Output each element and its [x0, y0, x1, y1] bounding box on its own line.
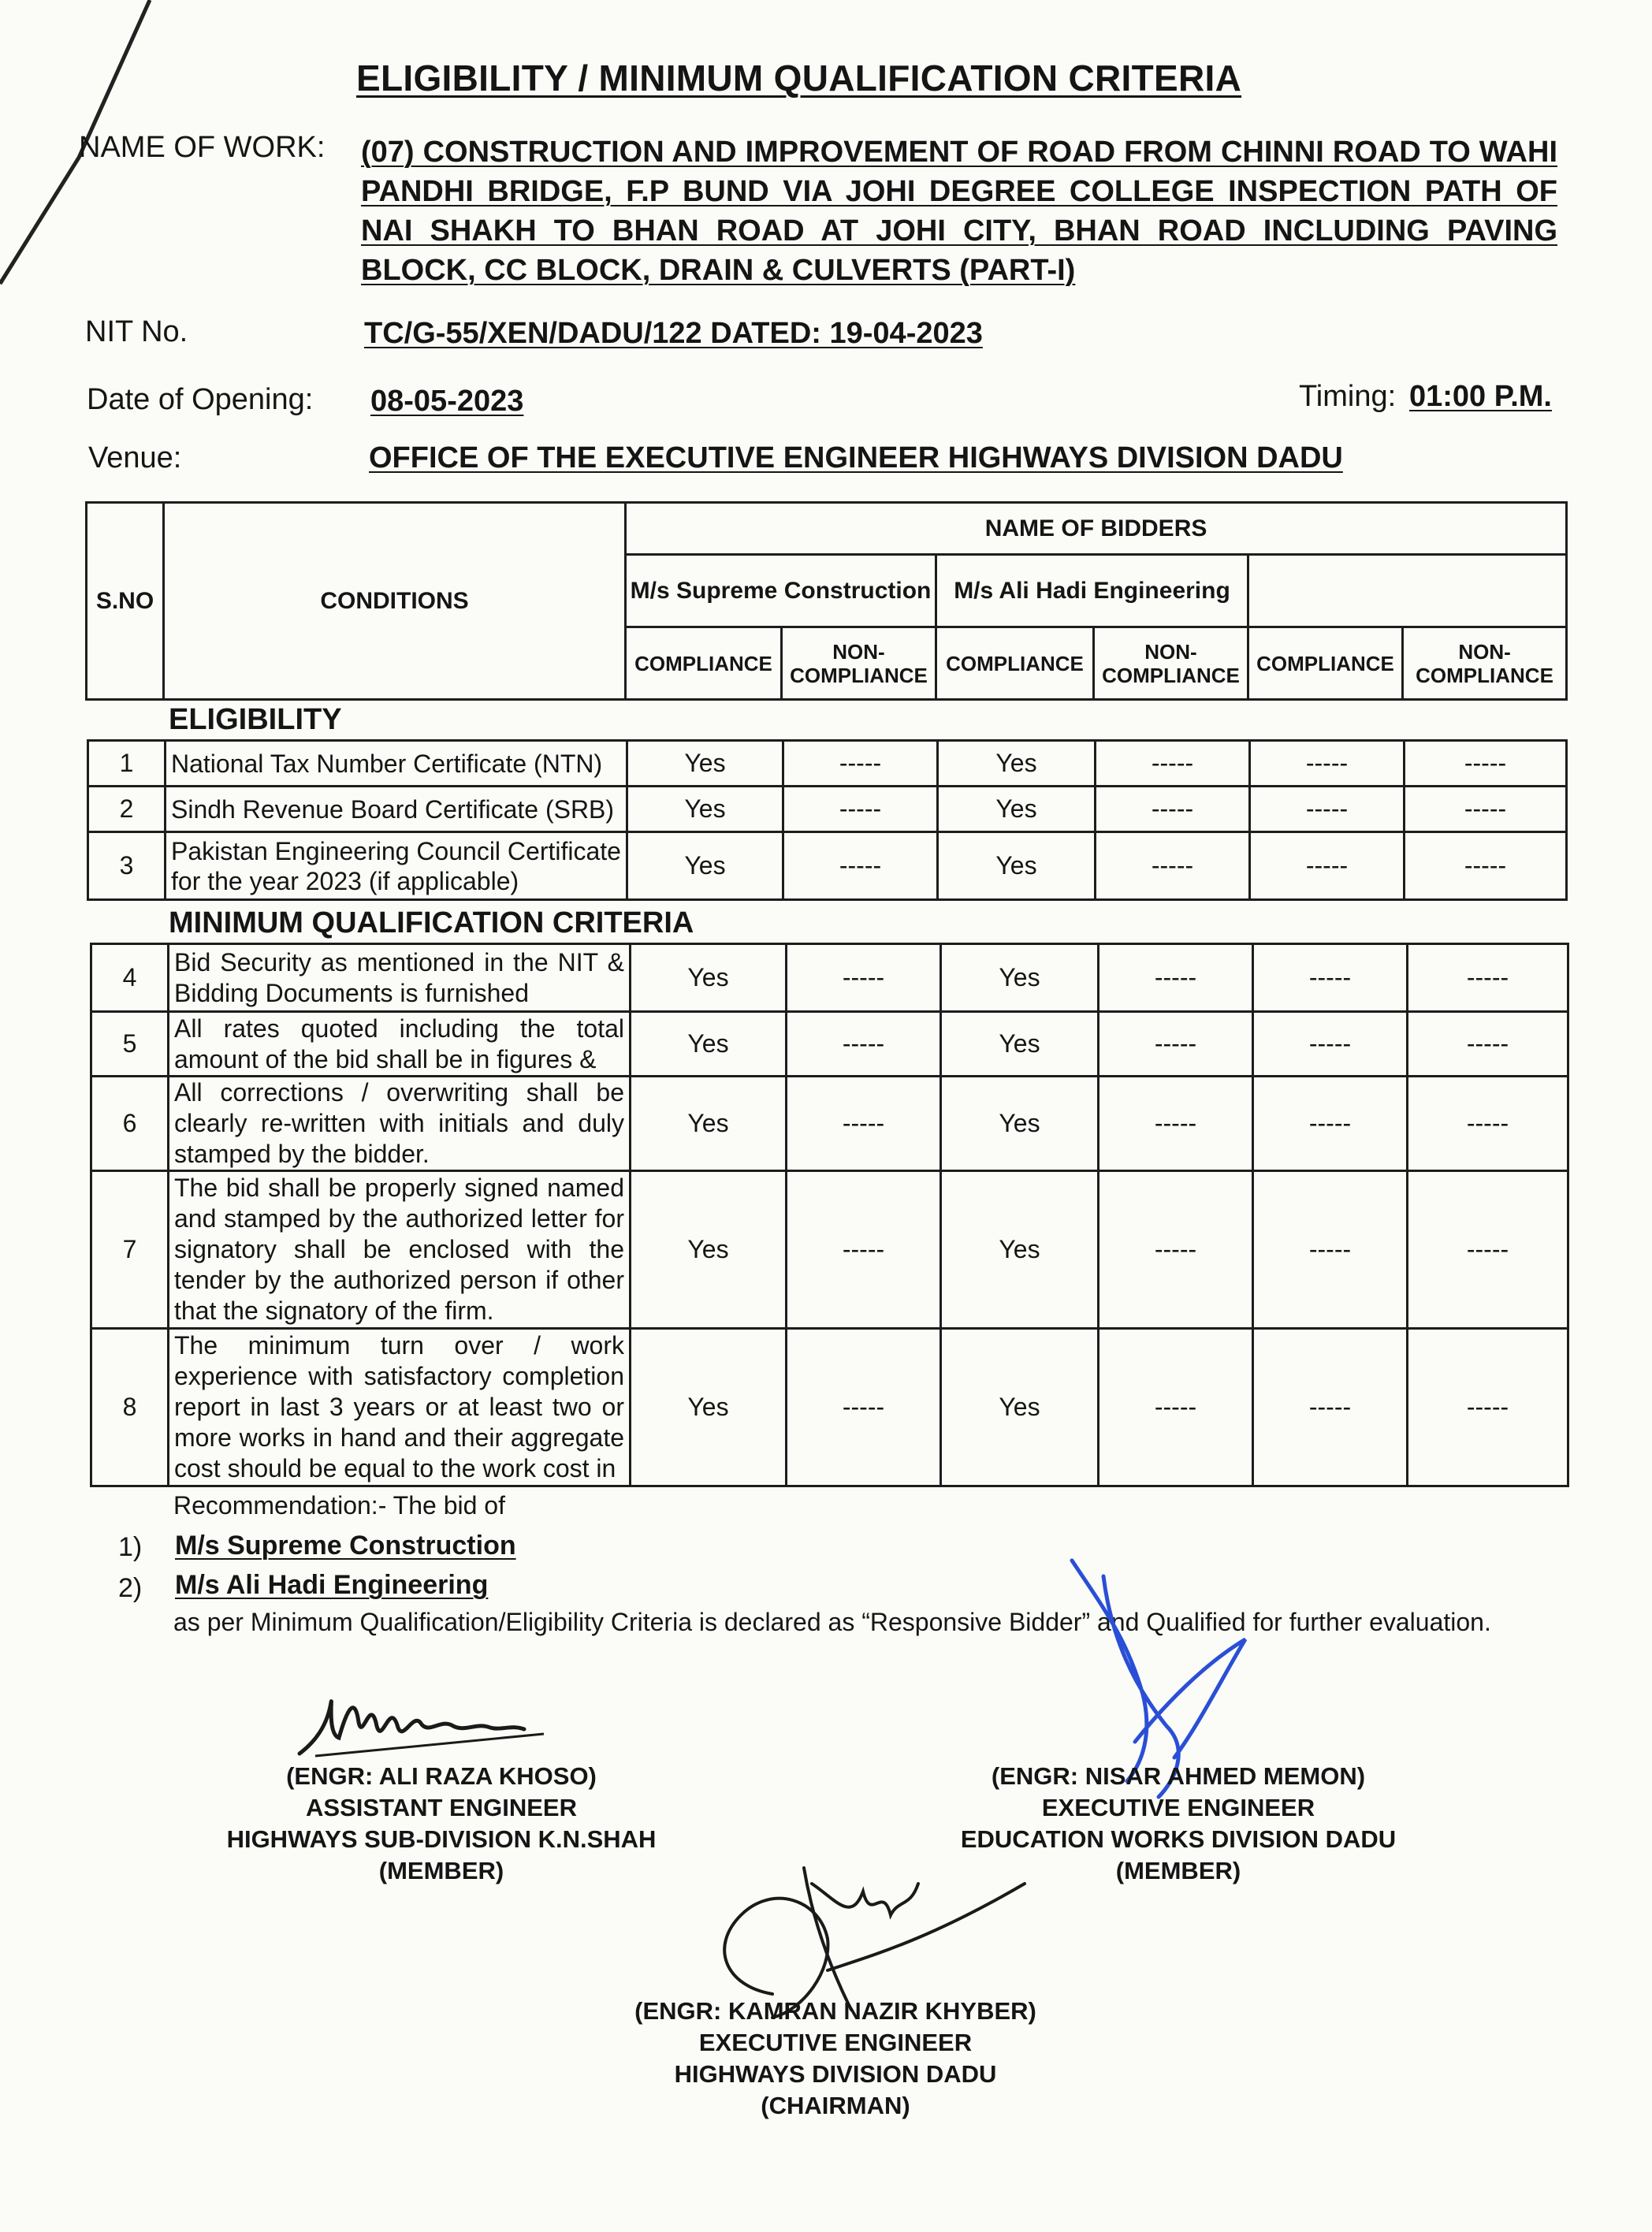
cell-non-compliance-1: ----- — [783, 741, 938, 787]
cell-non-compliance-1: ----- — [787, 1012, 941, 1077]
cell-non-compliance-1: ----- — [787, 1077, 941, 1171]
signatory-1-office: HIGHWAYS SUB-DIVISION K.N.SHAH — [226, 1825, 657, 1853]
cell-non-compliance-1: ----- — [783, 832, 938, 900]
cell-non-compliance-3: ----- — [1405, 741, 1567, 787]
cell-compliance-2: Yes — [941, 1077, 1099, 1171]
cell-compliance-1: Yes — [631, 944, 787, 1012]
table-row — [91, 1077, 1568, 1171]
signatory-2-office: EDUCATION WORKS DIVISION DADU — [960, 1825, 1397, 1853]
recommended-bidder-name: M/s Supreme Construction — [175, 1531, 516, 1561]
cell-non-compliance-2: ----- — [1099, 1329, 1253, 1486]
recommended-bidder-name: M/s Ali Hadi Engineering — [175, 1570, 489, 1600]
opening-date: 08-05-2023 — [370, 385, 524, 418]
signatory-3-office: HIGHWAYS DIVISION DADU — [674, 2060, 997, 2088]
row-condition: The minimum turn over / work experience with satisfactory completion report in last 3 years or at least two or more works in hand and their aggregate cost should be equal to the work cost in — [169, 1329, 631, 1486]
table-row — [91, 1329, 1568, 1486]
cell-non-compliance-3: ----- — [1405, 832, 1567, 900]
nit-label: NIT No. — [85, 315, 188, 348]
compliance-header-1: COMPLIANCE — [626, 627, 782, 700]
signatory-3-block — [552, 1996, 1119, 2122]
signatory-1-block — [205, 1761, 678, 1887]
row-sno: 6 — [91, 1077, 169, 1171]
work-label: NAME OF WORK: — [79, 131, 326, 164]
cell-non-compliance-3: ----- — [1408, 1012, 1568, 1077]
signatory-2-role: (MEMBER) — [1115, 1857, 1241, 1884]
cell-non-compliance-3: ----- — [1405, 787, 1567, 832]
cell-compliance-1: Yes — [627, 832, 783, 900]
cell-non-compliance-1: ----- — [787, 1171, 941, 1329]
bidder-1-header: M/s Supreme Construction — [626, 555, 936, 627]
row-condition: Sindh Revenue Board Certificate (SRB) — [166, 787, 627, 832]
row-sno: 2 — [88, 787, 166, 832]
table-row — [88, 832, 1567, 900]
recommendation-outro: as per Minimum Qualification/Eligibility Criteria is declared as “Responsive Bidder” and Qualified for further evaluation. — [173, 1608, 1491, 1636]
table-row — [91, 944, 1568, 1012]
cell-compliance-2: Yes — [938, 787, 1096, 832]
cell-compliance-1: Yes — [627, 787, 783, 832]
non-compliance-header-3: NON-COMPLIANCE — [1403, 627, 1567, 700]
row-condition: The bid shall be properly signed named and stamped by the authorized letter for signatory shall be enclosed with the tender by the authorized person if other that the signatory of the firm. — [169, 1171, 631, 1329]
recommendation-intro: Recommendation:- The bid of — [173, 1491, 505, 1520]
cell-compliance-2: Yes — [941, 944, 1099, 1012]
bidders-header: NAME OF BIDDERS — [626, 503, 1567, 555]
row-sno: 7 — [91, 1171, 169, 1329]
cell-compliance-2: Yes — [941, 1171, 1099, 1329]
cell-compliance-2: Yes — [938, 741, 1096, 787]
row-condition: Bid Security as mentioned in the NIT & Bidding Documents is furnished — [169, 944, 631, 1012]
cell-non-compliance-2: ----- — [1096, 832, 1250, 900]
compliance-header-2: COMPLIANCE — [936, 627, 1094, 700]
cell-compliance-3: ----- — [1250, 741, 1405, 787]
cell-compliance-1: Yes — [631, 1329, 787, 1486]
row-sno: 8 — [91, 1329, 169, 1486]
bidder-2-header: M/s Ali Hadi Engineering — [936, 555, 1248, 627]
cell-non-compliance-2: ----- — [1099, 944, 1253, 1012]
timing-value: 01:00 P.M. — [1409, 380, 1552, 413]
cell-non-compliance-1: ----- — [787, 944, 941, 1012]
section-eligibility: ELIGIBILITY — [169, 703, 342, 736]
work-description: (07) CONSTRUCTION AND IMPROVEMENT OF ROAD FROM CHINNI ROAD TO WAHI PANDHI BRIDGE, F.P BUND VIA JOHI DEGREE COLLEGE INSPECTION PATH OF NAI SHAKH TO BHAN ROAD AT JOHI CITY, BHAN ROAD INCLUDING PAVING BLOCK, CC BLOCK, DRAIN & CULVERTS (PART-I) — [361, 136, 1557, 287]
cell-compliance-3: ----- — [1253, 1329, 1408, 1486]
cell-compliance-3: ----- — [1250, 787, 1405, 832]
table-row — [91, 1012, 1568, 1077]
cell-compliance-1: Yes — [627, 741, 783, 787]
signatory-1-name: (ENGR: ALI RAZA KHOSO) — [286, 1762, 597, 1790]
signatory-3-designation: EXECUTIVE ENGINEER — [698, 2029, 973, 2056]
cell-compliance-3: ----- — [1253, 1171, 1408, 1329]
cell-compliance-3: ----- — [1253, 944, 1408, 1012]
non-compliance-header-2: NON-COMPLIANCE — [1094, 627, 1248, 700]
row-sno: 1 — [88, 741, 166, 787]
cell-non-compliance-3: ----- — [1408, 1077, 1568, 1171]
row-condition: Pakistan Engineering Council Certificate for the year 2023 (if applicable) — [166, 832, 627, 900]
row-sno: 5 — [91, 1012, 169, 1077]
cell-compliance-2: Yes — [938, 832, 1096, 900]
signatory-2-name: (ENGR: NISAR AHMED MEMON) — [991, 1762, 1366, 1790]
row-sno: 3 — [88, 832, 166, 900]
cell-non-compliance-3: ----- — [1408, 1171, 1568, 1329]
cell-non-compliance-2: ----- — [1096, 787, 1250, 832]
nit-value: TC/G-55/XEN/DADU/122 DATED: 19-04-2023 — [364, 317, 983, 350]
row-condition: National Tax Number Certificate (NTN) — [166, 741, 627, 787]
cell-compliance-3: ----- — [1253, 1012, 1408, 1077]
cell-non-compliance-2: ----- — [1099, 1077, 1253, 1171]
cell-compliance-2: Yes — [941, 1329, 1099, 1486]
row-condition: All corrections / overwriting shall be clearly re-written with initials and duly stamped by the bidder. — [169, 1077, 631, 1171]
sno-header: S.NO — [87, 503, 164, 700]
compliance-header-3: COMPLIANCE — [1248, 627, 1403, 700]
table-row — [91, 1171, 1568, 1329]
recommended-bidder-number: 1) — [118, 1532, 143, 1562]
signatory-3-name: (ENGR: KAMRAN NAZIR KHYBER) — [634, 1997, 1036, 2025]
non-compliance-header-1: NON-COMPLIANCE — [782, 627, 936, 700]
cell-non-compliance-1: ----- — [783, 787, 938, 832]
criteria-table-header — [85, 501, 1568, 701]
signatory-2-designation: EXECUTIVE ENGINEER — [1041, 1794, 1315, 1821]
signatory-1-role: (MEMBER) — [378, 1857, 504, 1884]
bidder-3-header — [1248, 555, 1567, 627]
cell-compliance-1: Yes — [631, 1012, 787, 1077]
section-minimum-qualification: MINIMUM QUALIFICATION CRITERIA — [169, 906, 694, 939]
row-condition: All rates quoted including the total amount of the bid shall be in figures & — [169, 1012, 631, 1077]
cell-compliance-2: Yes — [941, 1012, 1099, 1077]
venue-value: OFFICE OF THE EXECUTIVE ENGINEER HIGHWAYS DIVISION DADU — [369, 441, 1343, 474]
cell-non-compliance-2: ----- — [1096, 741, 1250, 787]
recommended-bidder-number: 2) — [118, 1573, 143, 1603]
document-title: ELIGIBILITY / MINIMUM QUALIFICATION CRITERIA — [356, 58, 1242, 99]
conditions-header: CONDITIONS — [164, 503, 626, 700]
venue-label: Venue: — [88, 441, 182, 474]
timing-label: Timing: — [1299, 380, 1397, 413]
cell-non-compliance-2: ----- — [1099, 1171, 1253, 1329]
cell-non-compliance-2: ----- — [1099, 1012, 1253, 1077]
signatory-1-designation: ASSISTANT ENGINEER — [306, 1794, 577, 1821]
table-row — [88, 741, 1567, 787]
row-sno: 4 — [91, 944, 169, 1012]
cell-non-compliance-3: ----- — [1408, 944, 1568, 1012]
cell-compliance-1: Yes — [631, 1077, 787, 1171]
signature-1 — [284, 1679, 567, 1765]
table-row — [88, 787, 1567, 832]
cell-compliance-3: ----- — [1253, 1077, 1408, 1171]
mqc-table — [90, 943, 1569, 1487]
cell-compliance-1: Yes — [631, 1171, 787, 1329]
eligibility-table — [87, 739, 1568, 901]
opening-label: Date of Opening: — [87, 383, 314, 416]
cell-non-compliance-3: ----- — [1408, 1329, 1568, 1486]
cell-non-compliance-1: ----- — [787, 1329, 941, 1486]
signatory-3-role: (CHAIRMAN) — [761, 2092, 910, 2119]
cell-compliance-3: ----- — [1250, 832, 1405, 900]
